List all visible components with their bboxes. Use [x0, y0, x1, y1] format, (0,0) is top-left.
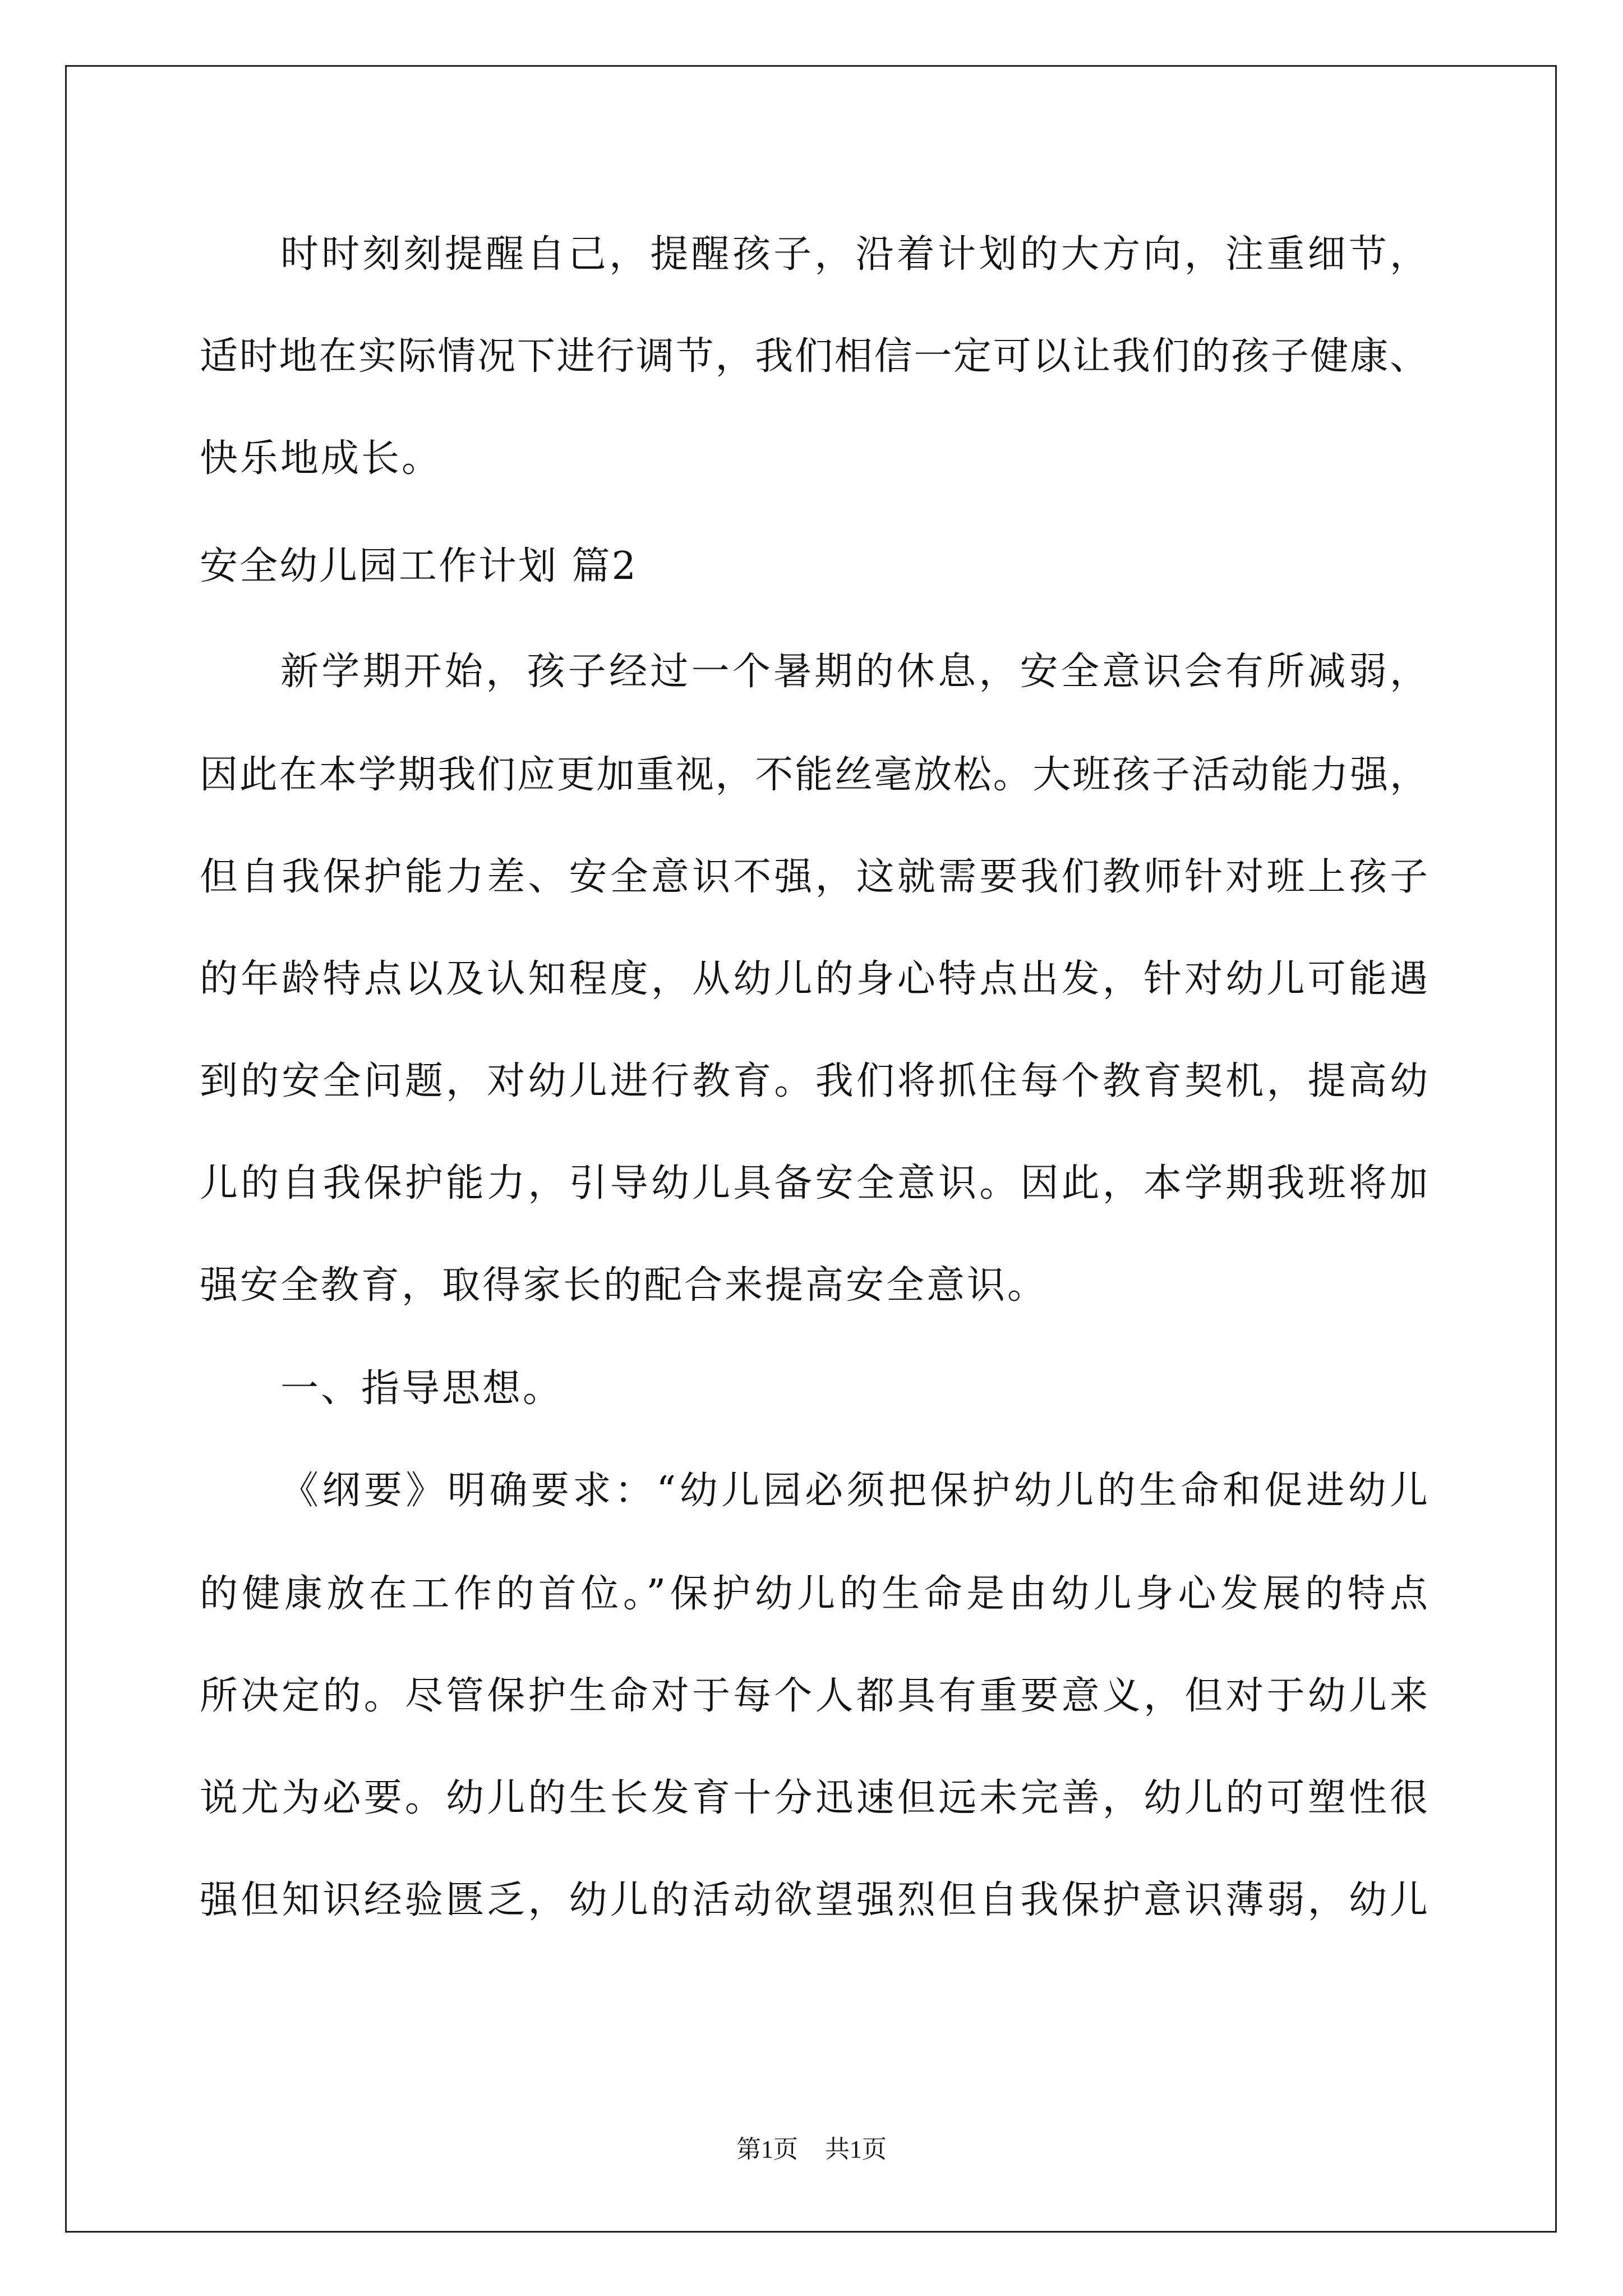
- paragraph-line: 强但知识经验匮乏，幼儿的活动欲望强烈但自我保护意识薄弱，幼儿: [200, 1878, 1428, 1922]
- paragraph-line: 适时地在实际情况下进行调节，我们相信一定可以让我们的孩子健康、: [200, 334, 1428, 379]
- paragraph-line: 说尤为必要。幼儿的生长发育十分迅速但远未完善，幼儿的可塑性很: [200, 1776, 1428, 1820]
- paragraph-line: 因此在本学期我们应更加重视，不能丝毫放松。大班孩子活动能力强，: [200, 753, 1428, 797]
- section-heading: 安全幼儿园工作计划 篇2: [200, 544, 638, 588]
- paragraph-line: 时时刻刻提醒自己，提醒孩子，沿着计划的大方向，注重细节，: [280, 232, 1428, 277]
- paragraph-line: 《纲要》明确要求：“幼儿园必须把保护幼儿的生命和促进幼儿: [280, 1469, 1428, 1513]
- section-heading: 一、指导思想。: [280, 1366, 564, 1411]
- paragraph-line: 的健康放在工作的首位。”保护幼儿的生命是由幼儿身心发展的特点: [200, 1572, 1428, 1616]
- paragraph-line: 新学期开始，孩子经过一个暑期的休息，安全意识会有所减弱，: [280, 650, 1428, 694]
- paragraph-line: 到的安全问题，对幼儿进行教育。我们将抓住每个教育契机，提高幼: [200, 1059, 1428, 1103]
- paragraph-line: 但自我保护能力差、安全意识不强，这就需要我们教师针对班上孩子: [200, 855, 1428, 899]
- page-number: 第1页: [736, 2136, 798, 2163]
- paragraph-line: 儿的自我保护能力，引导幼儿具备安全意识。因此，本学期我班将加: [200, 1161, 1428, 1205]
- paragraph-line: 强安全教育，取得家长的配合来提高安全意识。: [200, 1263, 1048, 1308]
- paragraph-line: 的年龄特点以及认知程度，从幼儿的身心特点出发，针对幼儿可能遇: [200, 957, 1428, 1001]
- page-footer: [0, 2133, 1623, 2166]
- page-total: 共1页: [825, 2136, 887, 2163]
- paragraph-line: 所决定的。尽管保护生命对于每个人都具有重要意义，但对于幼儿来: [200, 1674, 1428, 1718]
- paragraph-line: 快乐地成长。: [200, 436, 442, 481]
